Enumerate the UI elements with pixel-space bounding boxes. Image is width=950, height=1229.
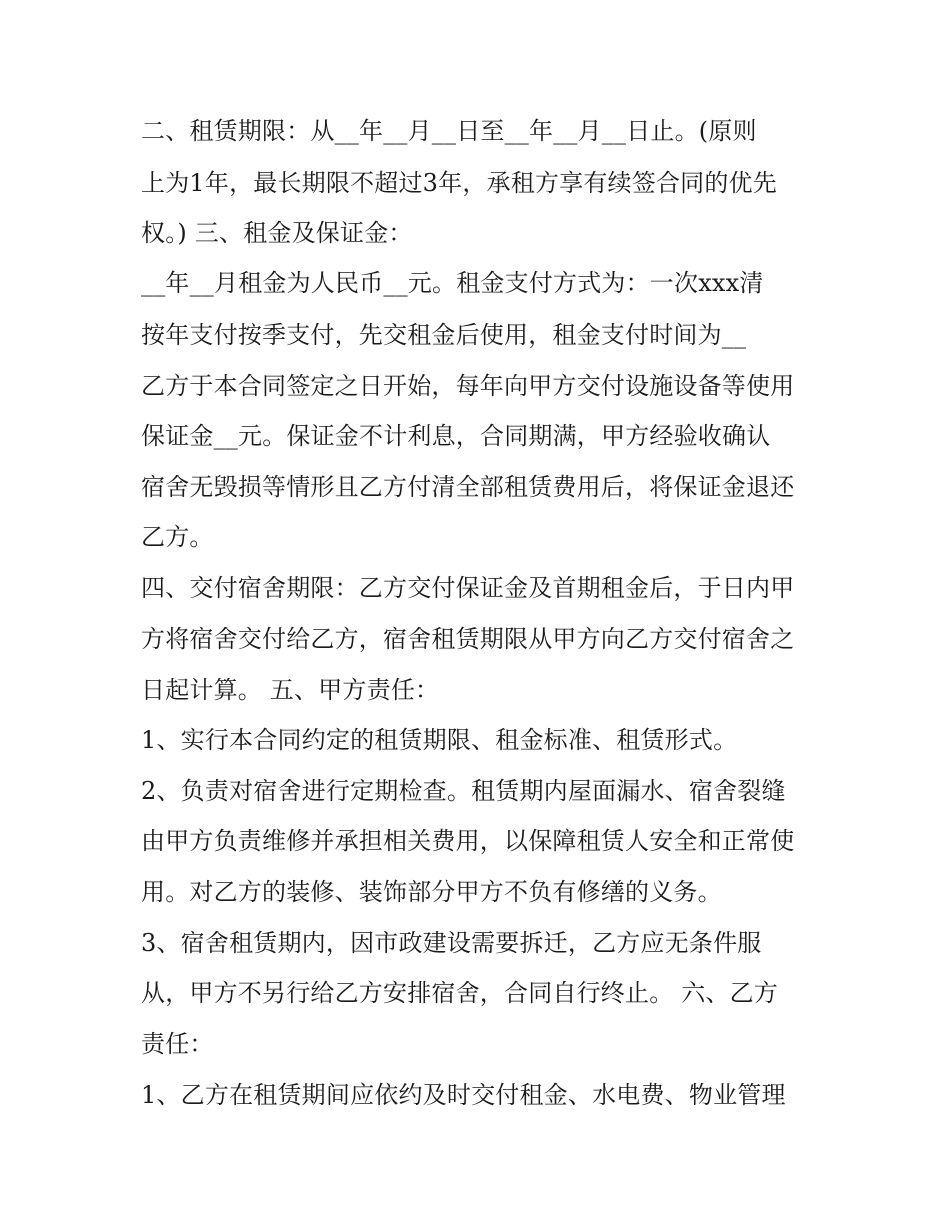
text-line: 由甲方负责维修并承担相关费用，以保障租赁人安全和正常使 xyxy=(141,827,795,855)
text-line: 按年支付按季支付，先交租金后使用，租金支付时间为__ xyxy=(141,321,747,349)
text-line: 上为1年，最长期限不超过3年，承租方享有续签合同的优先 xyxy=(141,169,777,197)
text-line: 从，甲方不另行给乙方安排宿舍，合同自行终止。 六、乙方 xyxy=(141,979,779,1007)
text-line: 宿舍无毁损等情形且乙方付清全部租赁费用后，将保证金退还 xyxy=(141,473,795,501)
text-line: 1、实行本合同约定的租赁期限、租金标准、租赁形式。 xyxy=(141,726,738,754)
text-line: 用。对乙方的装修、装饰部分甲方不负有修缮的义务。 xyxy=(141,878,722,906)
text-line: 3、宿舍租赁期内，因市政建设需要拆迁，乙方应无条件服 xyxy=(141,929,762,957)
text-line: 权。) 三、租金及保证金： xyxy=(141,219,413,247)
text-line: 二、租赁期限：从__年__月__日至__年__月__日止。(原则 xyxy=(141,117,757,145)
text-line: 责任： xyxy=(141,1030,214,1058)
text-line: 乙方于本合同签定之日开始，每年向甲方交付设施设备等使用 xyxy=(141,372,795,400)
text-line: 保证金__元。保证金不计利息，合同期满，甲方经验收确认 xyxy=(141,422,771,450)
text-line: 方将宿舍交付给乙方，宿舍租赁期限从甲方向乙方交付宿舍之 xyxy=(141,625,795,653)
text-line: 日起计算。 五、甲方责任： xyxy=(141,676,440,704)
text-line: 1、乙方在租赁期间应依约及时交付租金、水电费、物业管理 xyxy=(141,1081,786,1109)
text-line: 乙方。 xyxy=(141,523,214,551)
text-line: 四、交付宿舍期限：乙方交付保证金及首期租金后，于日内甲 xyxy=(141,574,795,602)
text-line: 2、负责对宿舍进行定期检查。租赁期内屋面漏水、宿舍裂缝 xyxy=(141,777,786,805)
text-line: __年__月租金为人民币__元。租金支付方式为：一次xxx清 xyxy=(141,269,764,297)
